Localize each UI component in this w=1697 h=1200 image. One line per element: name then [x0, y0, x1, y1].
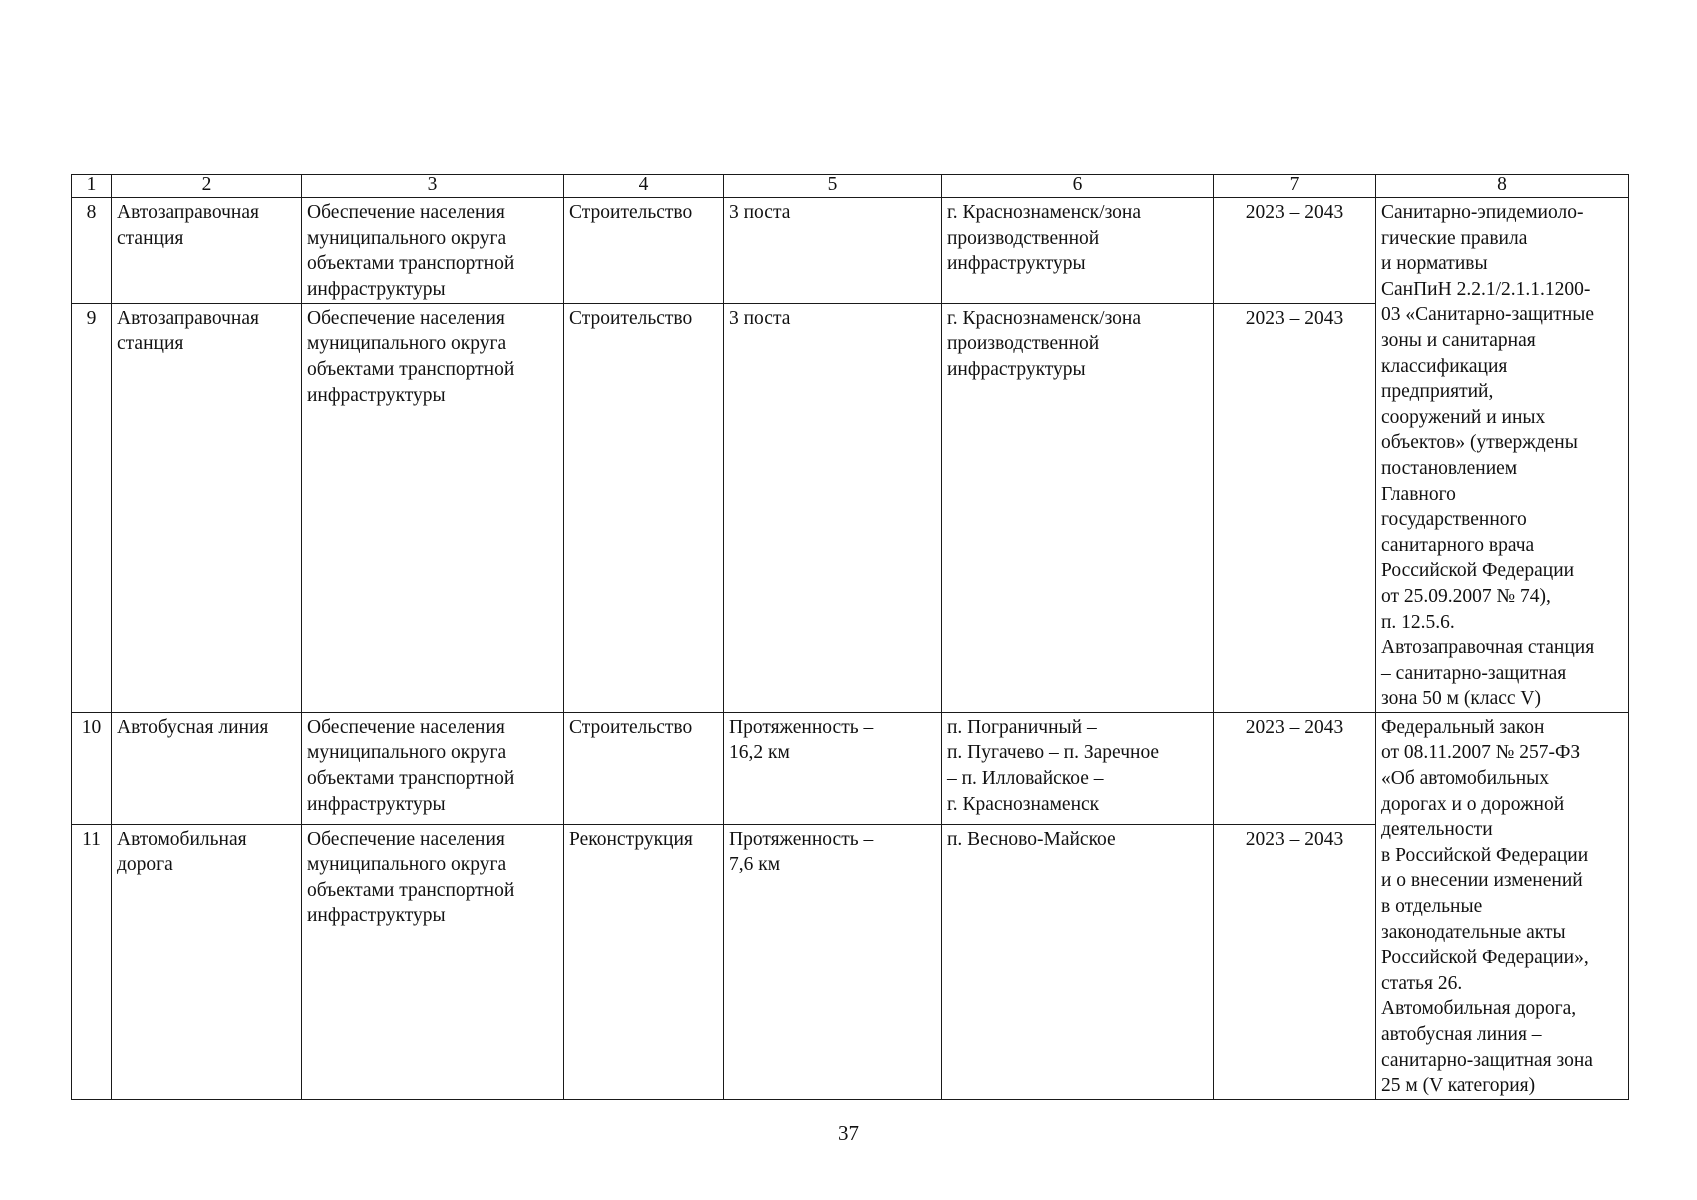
regulation-note: Санитарно-эпидемиоло- гические правила и нормативы СанПиН 2.2.1/2.1.1.1200- 03 «Санитарно-защитные зоны и санитарная классификация предприятий, сооружений и иных объектов» (утверждены постановлением Главного государственного санитарного врача Российской Федерации от 25.09.2007 № 74), п. 12.5.6. Автозаправочная станция – санитарно-защитная зона 50 м (класс V) [1376, 198, 1629, 713]
page-number: 37 [838, 1121, 859, 1145]
object-purpose: Обеспечение населения муниципального округа объектами транспортной инфраструктуры [302, 824, 564, 1099]
object-location: г. Краснознаменск/зона производственной инфраструктуры [942, 303, 1214, 712]
object-name: Автозаправочная станция [112, 198, 302, 304]
object-purpose: Обеспечение населения муниципального округа объектами транспортной инфраструктуры [302, 712, 564, 824]
row-number: 9 [72, 303, 112, 712]
object-capacity: 3 поста [724, 303, 942, 712]
row-number: 8 [72, 198, 112, 304]
row-number: 11 [72, 824, 112, 1099]
column-number: 5 [724, 175, 942, 198]
object-name: Автозаправочная станция [112, 303, 302, 712]
object-name: Автобусная линия [112, 712, 302, 824]
column-number: 6 [942, 175, 1214, 198]
object-purpose: Обеспечение населения муниципального округа объектами транспортной инфраструктуры [302, 198, 564, 304]
column-number: 7 [1214, 175, 1376, 198]
column-number: 2 [112, 175, 302, 198]
table-row [72, 198, 1629, 304]
work-type: Строительство [564, 712, 724, 824]
column-number: 8 [1376, 175, 1629, 198]
column-number-row [72, 175, 1629, 198]
object-name: Автомобильная дорога [112, 824, 302, 1099]
work-type: Реконструкция [564, 824, 724, 1099]
object-capacity: Протяженность – 7,6 км [724, 824, 942, 1099]
column-number: 1 [72, 175, 112, 198]
work-type: Строительство [564, 303, 724, 712]
row-number: 10 [72, 712, 112, 824]
table-row [72, 712, 1629, 824]
work-type: Строительство [564, 198, 724, 304]
implementation-period: 2023 – 2043 [1214, 198, 1376, 304]
regulation-note: Федеральный закон от 08.11.2007 № 257-ФЗ «Об автомобильных дорогах и о дорожной деятельности в Российской Федерации и о внесении изменений в отдельные законодательные акты Российской Федерации», статья 26. Автомобильная дорога, автобусная линия – санитарно-защитная зона 25 м (V категория) [1376, 712, 1629, 1099]
column-number: 4 [564, 175, 724, 198]
object-capacity: 3 поста [724, 198, 942, 304]
implementation-period: 2023 – 2043 [1214, 303, 1376, 712]
implementation-period: 2023 – 2043 [1214, 712, 1376, 824]
object-location: г. Краснознаменск/зона производственной инфраструктуры [942, 198, 1214, 304]
object-location: п. Весново-Майское [942, 824, 1214, 1099]
object-purpose: Обеспечение населения муниципального округа объектами транспортной инфраструктуры [302, 303, 564, 712]
objects-table [71, 174, 1629, 1100]
object-location: п. Пограничный – п. Пугачево – п. Заречное – п. Илловайское – г. Краснознаменск [942, 712, 1214, 824]
implementation-period: 2023 – 2043 [1214, 824, 1376, 1099]
object-capacity: Протяженность – 16,2 км [724, 712, 942, 824]
column-number: 3 [302, 175, 564, 198]
